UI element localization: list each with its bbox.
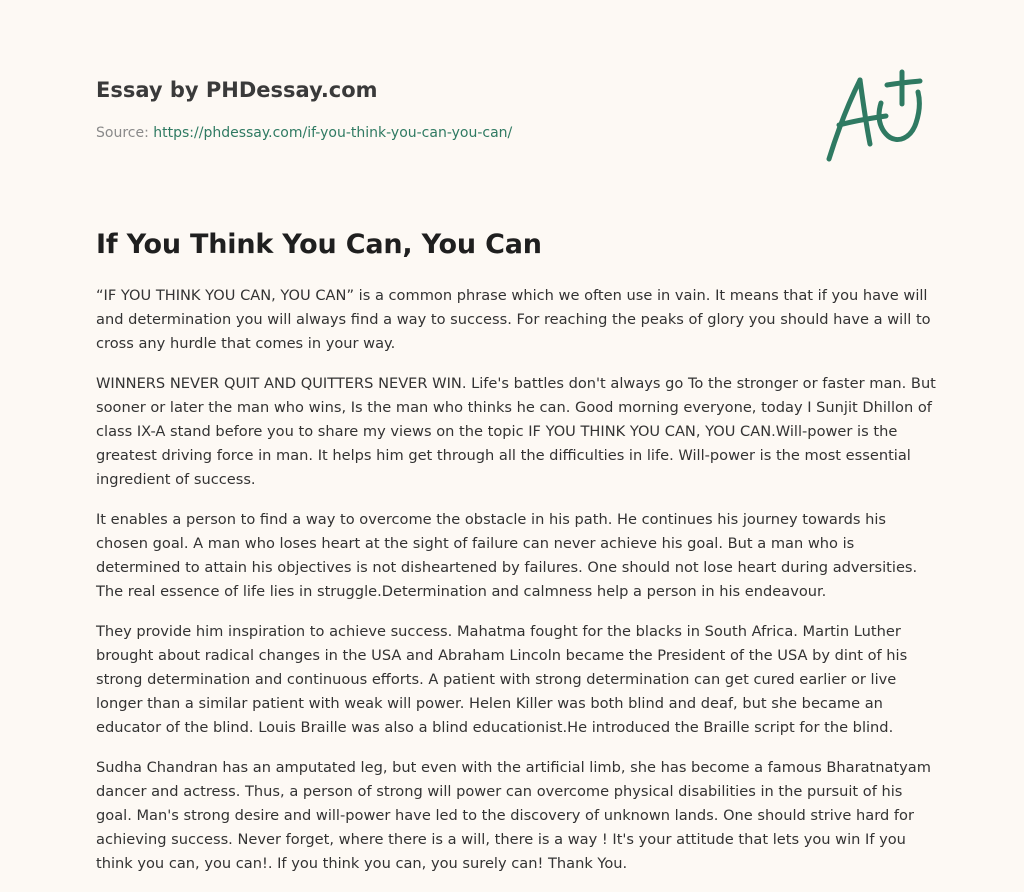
essay-paragraph: They provide him inspiration to achieve success. Mahatma fought for the blacks in South Africa. Martin Luther brought about radical changes in the USA and Abraham Lincoln became the President of the USA by dint of his strong determination and continuous efforts. A patient with strong determination can get cured earlier or live longer than a similar patient with weak will power. Helen Killer was both blind and deaf, but she became an educator of the blind. Louis Braille was also a blind educationist.He introduced the Braille script for the blind. — [96, 623, 908, 736]
source-label: Source: — [96, 125, 149, 141]
essay-title: If You Think You Can, You Can — [96, 229, 542, 260]
essay-paragraph: “IF YOU THINK YOU CAN, YOU CAN” is a common phrase which we often use in vain. It means that if you have will and determination you will always find a way to success. For reaching the peaks of glory you should have a will to cross any hurdle that comes in your way. — [96, 287, 931, 352]
essay-paragraph: Sudha Chandran has an amputated leg, but even with the artificial limb, she has become a famous Bharatnatyam dancer and actress. Thus, a person of strong will power can overcome physical disabilities in the pursuit of his goal. Man's strong desire and will-power have led to the discovery of unknown lands. One should strive hard for achieving success. Never forget, where there is a will, there is a way ! It's your attitude that lets you win If you think you can, you can!. If you think you can, you surely can! Thank You. — [96, 759, 931, 872]
source-line — [96, 124, 796, 142]
essay-content — [96, 226, 938, 892]
source-link[interactable]: https://phdessay.com/if-you-think-you-can-you-can/ — [153, 125, 513, 141]
essay-paragraph: It enables a person to find a way to overcome the obstacle in his path. He continues his journey towards his chosen goal. A man who loses heart at the sight of failure can never achieve his goal. But a man who is determined to attain his objectives is not disheartened by failures. One should not lose heart during adversities. The real essence of life lies in struggle.Determination and calmness help a person in his endeavour. — [96, 511, 918, 600]
a-plus-logo-icon — [822, 68, 928, 164]
essay-paragraph: WINNERS NEVER QUIT AND QUITTERS NEVER WIN. Life's battles don't always go To the stronger or faster man. But sooner or later the man who wins, Is the man who thinks he can. Good morning everyone, today I Sunjit Dhillon of class IX-A stand before you to share my views on the topic IF YOU THINK YOU CAN, YOU CAN.Will-power is the greatest driving force in man. It helps him get through all the difficulties in life. Will-power is the most essential ingredient of success. — [96, 375, 936, 488]
header — [96, 76, 796, 142]
site-title: Essay by PHDessay.com — [96, 78, 378, 102]
